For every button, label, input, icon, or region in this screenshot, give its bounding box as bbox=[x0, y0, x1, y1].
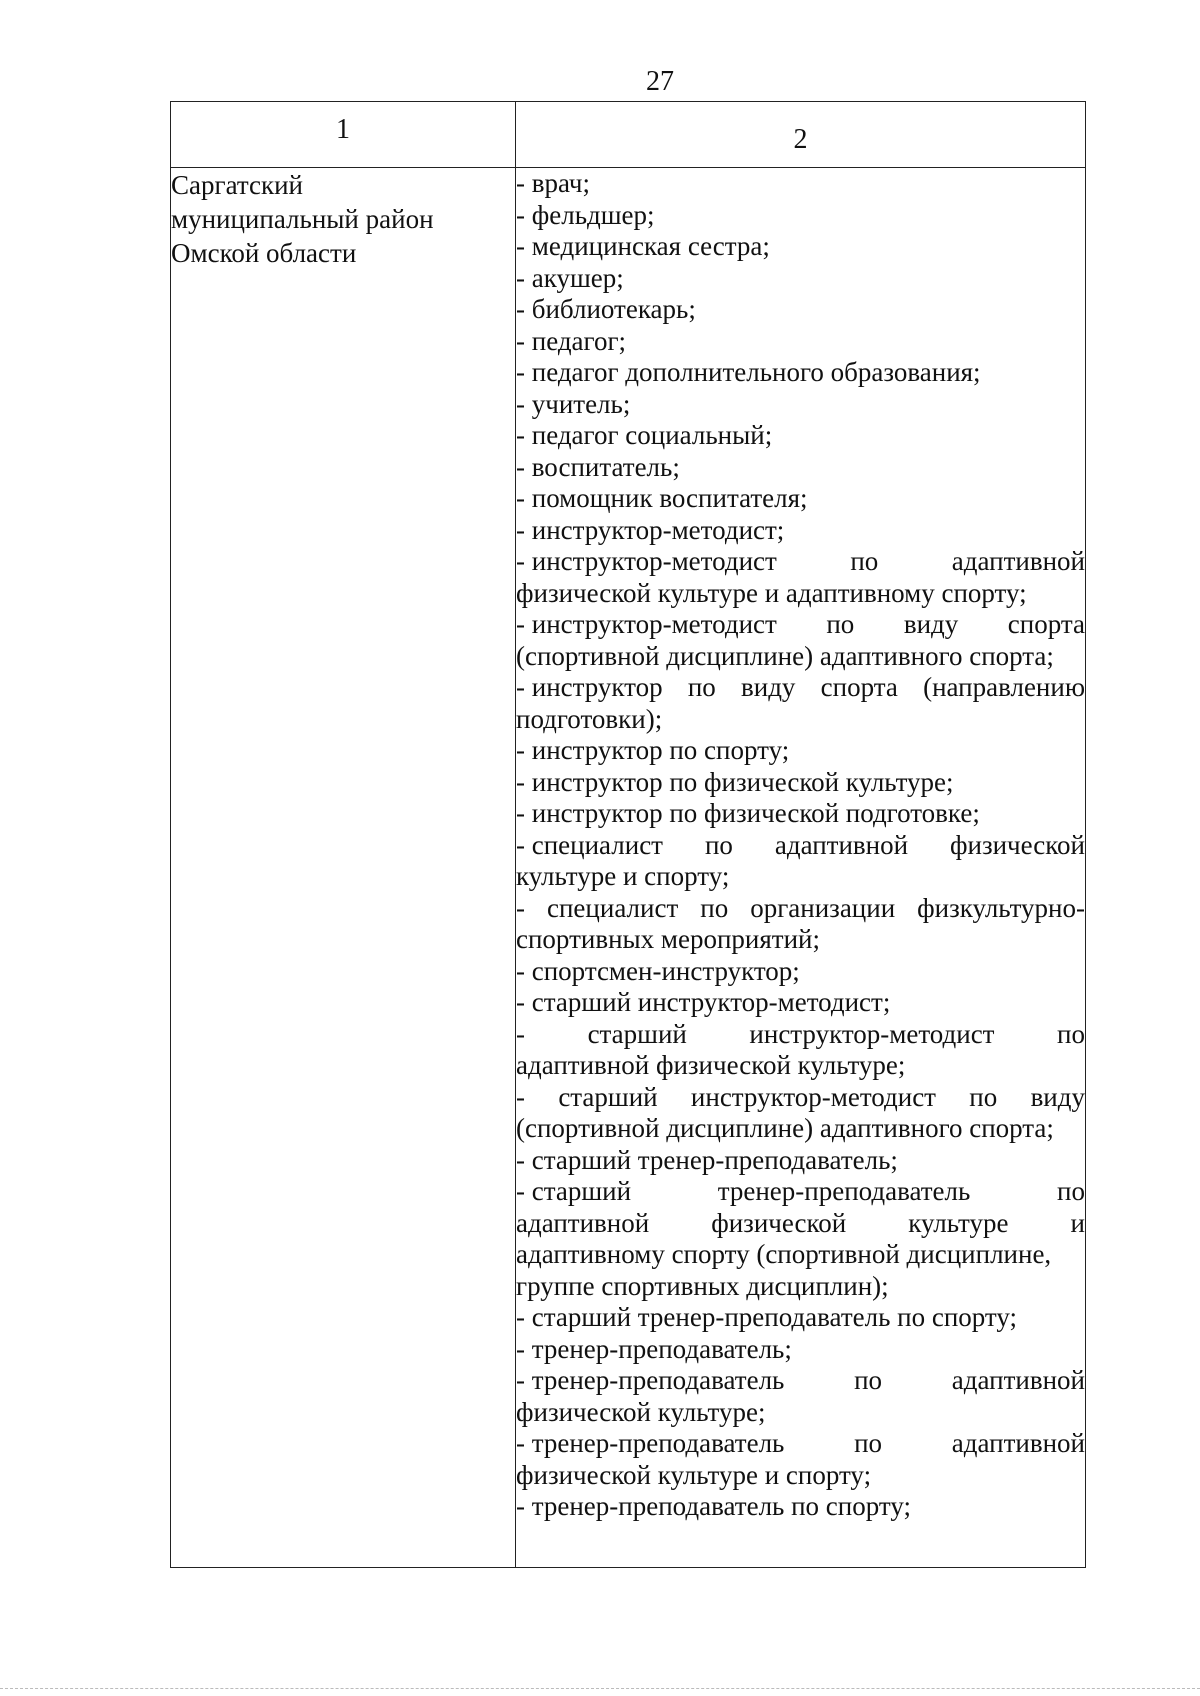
list-item-text: физической культуре и спорту; bbox=[516, 1459, 872, 1490]
list-item-text: - старший тренер-преподаватель; bbox=[516, 1144, 898, 1175]
list-item-line bbox=[516, 704, 1085, 736]
professions-table bbox=[170, 101, 1086, 1568]
list-item-text: физической bbox=[950, 829, 1085, 860]
list-item-text: физкультурно- bbox=[917, 892, 1085, 923]
column-header-2: 2 bbox=[516, 102, 1086, 168]
list-item-text: - инструктор-методист bbox=[516, 546, 777, 576]
list-item-line bbox=[516, 1176, 1085, 1208]
list-item-text: по bbox=[854, 1428, 883, 1458]
list-item-text: - инструктор по спорту; bbox=[516, 735, 790, 765]
list-item-text: (направлению bbox=[923, 672, 1085, 702]
list-item-text: виду bbox=[1030, 1081, 1085, 1112]
list-item-text: физической bbox=[711, 1207, 847, 1238]
list-item-line bbox=[516, 1428, 1085, 1460]
list-item-text: - тренер-преподаватель по спорту; bbox=[516, 1491, 911, 1521]
list-item-line bbox=[516, 483, 1085, 515]
list-item-text: по bbox=[1057, 1018, 1085, 1049]
list-item-line bbox=[516, 546, 1085, 578]
list-item-text: инструктор-методист bbox=[749, 1018, 995, 1049]
list-item-text: специалист bbox=[547, 892, 679, 923]
list-item-text: (спортивной дисциплине) адаптивного спорта; bbox=[516, 640, 1054, 671]
list-item-text: по bbox=[854, 1365, 883, 1395]
district-line: муниципальный район bbox=[171, 204, 434, 234]
list-item-text: адаптивной bbox=[951, 1428, 1085, 1458]
list-item-line bbox=[516, 1050, 1085, 1082]
list-item-text: - bbox=[516, 892, 525, 923]
list-item-text: - педагог дополнительного образования; bbox=[516, 357, 981, 387]
list-item-line bbox=[516, 861, 1085, 893]
list-item-text: - bbox=[516, 1081, 525, 1112]
list-item-text: - воспитатель; bbox=[516, 451, 680, 482]
list-item-text: - инструктор по физической культуре; bbox=[516, 766, 954, 797]
list-item-line bbox=[516, 168, 1085, 200]
list-item-text: спорта bbox=[1007, 609, 1085, 639]
list-item-line bbox=[516, 672, 1085, 704]
list-item-text: - инструктор bbox=[516, 672, 663, 702]
list-item-line bbox=[516, 1113, 1085, 1145]
list-item-text: инструктор-методист bbox=[690, 1081, 936, 1112]
list-item-text: организации bbox=[750, 892, 896, 923]
list-item-line bbox=[516, 1019, 1085, 1051]
list-item-line bbox=[516, 1145, 1085, 1177]
list-item-text: - фельдшер; bbox=[516, 199, 655, 230]
list-item-text: - врач; bbox=[516, 168, 590, 198]
list-item-line bbox=[516, 1239, 1085, 1271]
list-item-line bbox=[516, 231, 1085, 263]
list-item-text: по bbox=[969, 1081, 998, 1112]
list-item-line bbox=[516, 609, 1085, 641]
list-item-line bbox=[516, 1271, 1085, 1303]
list-item-text: адаптивной bbox=[516, 1207, 650, 1238]
list-item-line bbox=[516, 987, 1085, 1019]
list-item-text: - старший bbox=[516, 1176, 632, 1206]
list-item-line bbox=[516, 1397, 1085, 1429]
table-header-row bbox=[171, 102, 1086, 168]
list-item-text: - инструктор-методист bbox=[516, 609, 777, 639]
list-item-text: тренер-преподаватель bbox=[717, 1176, 971, 1206]
list-item-line bbox=[516, 515, 1085, 547]
list-item-text: - bbox=[516, 1018, 525, 1049]
list-item-line bbox=[516, 798, 1085, 830]
list-item-text: виду bbox=[741, 672, 796, 702]
list-item-text: - тренер-преподаватель bbox=[516, 1428, 785, 1458]
list-item-text: - инструктор по физической подготовке; bbox=[516, 798, 980, 828]
list-item-line bbox=[516, 924, 1085, 956]
list-item-text: - педагог социальный; bbox=[516, 420, 773, 450]
page-number: 27 bbox=[646, 66, 674, 97]
list-item-text: по bbox=[704, 829, 733, 860]
list-item-line bbox=[516, 767, 1085, 799]
scan-edge-line bbox=[0, 1688, 1200, 1690]
list-item-text: физической культуре и адаптивному спорту; bbox=[516, 577, 1027, 608]
list-item-text: - учитель; bbox=[516, 388, 631, 419]
list-item-line bbox=[516, 830, 1085, 862]
list-item-text: (спортивной дисциплине) адаптивного спорта; bbox=[516, 1113, 1054, 1143]
list-item-text: и bbox=[1070, 1207, 1085, 1238]
list-item-line bbox=[516, 1302, 1085, 1334]
list-item-line bbox=[516, 641, 1085, 673]
list-item-text: физической культуре; bbox=[516, 1396, 766, 1427]
district-line: Омской области bbox=[171, 238, 357, 268]
list-item-line bbox=[516, 1334, 1085, 1366]
column-header-1: 1 bbox=[171, 102, 516, 168]
list-item-line bbox=[516, 263, 1085, 295]
list-item-text: по bbox=[850, 546, 879, 576]
list-item-text: - старший тренер-преподаватель по спорту; bbox=[516, 1302, 1018, 1332]
professions-list-cell bbox=[516, 168, 1086, 1568]
list-item-text: старший bbox=[587, 1018, 687, 1049]
list-item-line bbox=[516, 200, 1085, 232]
list-item-line bbox=[516, 294, 1085, 326]
list-item-text: - помощник воспитателя; bbox=[516, 483, 808, 513]
list-item-text: - медицинская сестра; bbox=[516, 231, 770, 261]
table-row bbox=[171, 168, 1086, 1568]
list-item-line bbox=[516, 326, 1085, 358]
list-item-line bbox=[516, 956, 1085, 988]
list-item-text: подготовки); bbox=[516, 703, 663, 734]
list-item-text: - тренер-преподаватель bbox=[516, 1365, 785, 1395]
list-item-line bbox=[516, 389, 1085, 421]
list-item-text: адаптивной физической культуре; bbox=[516, 1050, 906, 1080]
list-item-line bbox=[516, 1365, 1085, 1397]
list-item-line bbox=[516, 357, 1085, 389]
list-item-line bbox=[516, 1208, 1085, 1240]
list-item-line bbox=[516, 1082, 1085, 1114]
list-item-text: - инструктор-методист; bbox=[516, 514, 785, 545]
list-item-text: адаптивной bbox=[951, 1365, 1085, 1395]
list-item-text: - акушер; bbox=[516, 262, 624, 293]
list-item-line bbox=[516, 735, 1085, 767]
list-item-text: группе спортивных дисциплин); bbox=[516, 1270, 889, 1301]
list-item-text: культуре bbox=[908, 1207, 1009, 1238]
list-item-text: спорта bbox=[820, 672, 898, 702]
list-item-line bbox=[516, 452, 1085, 484]
list-item-text: адаптивной bbox=[951, 546, 1085, 576]
list-item-line bbox=[516, 578, 1085, 610]
list-item-text: спортивных мероприятий; bbox=[516, 924, 821, 954]
district-cell bbox=[171, 168, 516, 1568]
list-item-text: по bbox=[687, 672, 716, 702]
list-item-text: адаптивной bbox=[774, 829, 909, 860]
list-item-text: - педагог; bbox=[516, 325, 627, 356]
list-item-text: - спортсмен-инструктор; bbox=[516, 955, 800, 986]
list-item-text: культуре и спорту; bbox=[516, 861, 730, 891]
list-item-text: виду bbox=[903, 609, 959, 639]
list-item-text: адаптивному спорту (спортивной дисциплине, bbox=[516, 1239, 1052, 1269]
list-item-line bbox=[516, 1460, 1085, 1492]
district-line: Саргатский bbox=[171, 170, 303, 200]
list-item-text: - библиотекарь; bbox=[516, 294, 696, 324]
list-item-line bbox=[516, 420, 1085, 452]
list-item-text: по bbox=[1057, 1176, 1085, 1206]
list-item-text: - старший инструктор-методист; bbox=[516, 987, 891, 1017]
list-item-line bbox=[516, 1491, 1085, 1523]
list-item-text: по bbox=[826, 609, 855, 639]
list-item-text: - специалист bbox=[516, 829, 663, 860]
list-item-text: по bbox=[700, 892, 729, 923]
list-item-text: старший bbox=[558, 1081, 658, 1112]
list-item-text: - тренер-преподаватель; bbox=[516, 1333, 792, 1364]
list-item-line bbox=[516, 893, 1085, 925]
